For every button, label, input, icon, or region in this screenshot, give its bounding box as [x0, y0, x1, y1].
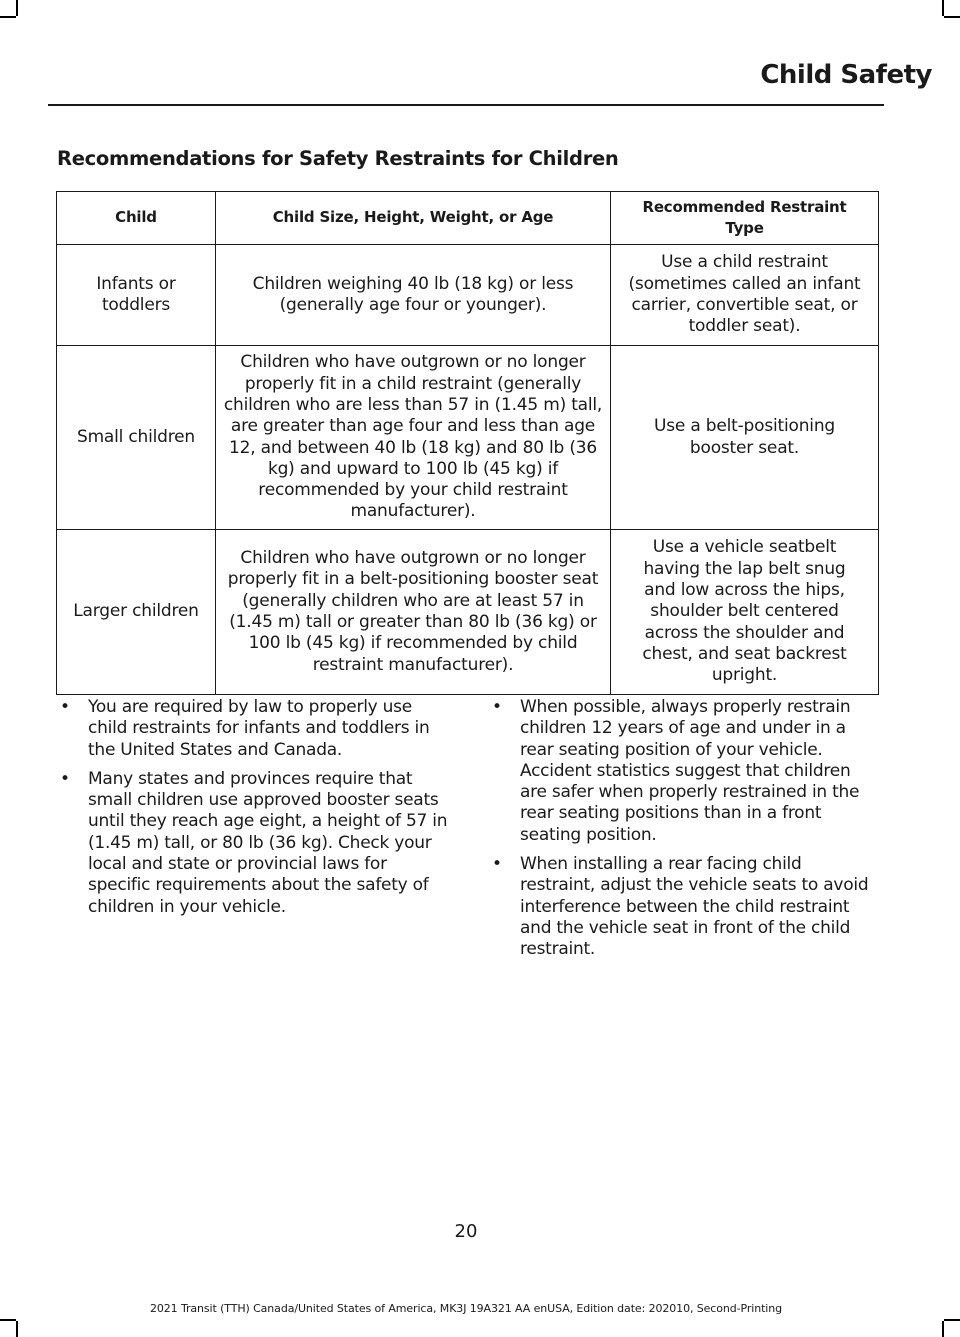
page-header-title: Child Safety [760, 60, 932, 90]
table-row [57, 530, 879, 695]
list-item-text: Many states and provinces require that small children use approved booster seats until they reach age eight, a height of 57 in (1.45 m) tall, or 80 lb (36 kg). Check your local and state or provincial laws for specific requirements about the safety of children in your vehicle. [88, 768, 448, 917]
bullet-marker: • [492, 854, 502, 875]
table-cell-size: Children weighing 40 lb (18 kg) or less (generally age four or younger). [216, 245, 611, 346]
restraint-recommendations-table [56, 191, 879, 695]
table-cell-restraint: Use a child restraint (sometimes called an infant carrier, convertible seat, or toddler seat). [611, 245, 879, 346]
crop-mark-bottom-left [0, 1319, 16, 1321]
footer-edition-info: 2021 Transit (TTH) Canada/United States of America, MK3J 19A321 AA enUSA, Edition date: 202010, Second-Printing [149, 1302, 783, 1315]
table-cell-restraint: Use a vehicle seatbelt having the lap belt snug and low across the hips, shoulder belt centered across the shoulder and chest, and seat backrest upright. [611, 530, 879, 695]
table-row [57, 245, 879, 346]
header-divider [48, 104, 884, 106]
crop-mark-bottom-left [16, 1321, 18, 1337]
table-cell-child: Larger children [57, 530, 216, 695]
table-cell-restraint: Use a belt-positioning booster seat. [611, 346, 879, 530]
crop-mark-bottom-right [942, 1321, 944, 1337]
list-item-text: You are required by law to properly use child restraints for infants and toddlers in the United States and Canada. [88, 697, 430, 760]
list-item [56, 697, 448, 761]
table-cell-size: Children who have outgrown or no longer properly fit in a child restraint (generally children who are less than 57 in (1.45 m) tall, are greater than age four and less than age 12, and between 40 lb (18 kg) and 80 lb (36 kg) and upward to 100 lb (45 kg) if recommended by your child restraint manufacturer). [216, 346, 611, 530]
table-row [57, 346, 879, 530]
column-header-restraint-type: Recommended Restraint Type [611, 192, 879, 245]
list-item [488, 697, 880, 846]
section-title: Recommendations for Safety Restraints for Children [57, 147, 619, 170]
table-cell-size: Children who have outgrown or no longer properly fit in a belt-positioning booster seat (generally children who are at least 57 in (1.45 m) tall or greater than 80 lb (36 kg) or 100 lb (45 kg) if recommended by child restraint manufacturer). [216, 530, 611, 695]
list-item [56, 769, 448, 918]
list-item-text: When possible, always properly restrain children 12 years of age and under in a rear seating position of your vehicle. Accident statistics suggest that children are safer when properly restrained in the rear seating positions than in a front seating position. [520, 697, 860, 845]
crop-mark-top-right [942, 0, 944, 16]
bullet-marker: • [492, 697, 502, 717]
table-cell-child: Infants or toddlers [57, 245, 216, 346]
bullet-list-left [56, 697, 448, 926]
crop-mark-top-left [0, 16, 16, 18]
list-item [488, 854, 880, 960]
bullet-marker: • [60, 768, 70, 789]
bullet-marker: • [60, 697, 70, 717]
crop-mark-top-left [16, 0, 18, 16]
column-header-child: Child [57, 192, 216, 245]
bullet-list-right [488, 697, 880, 969]
list-item-text: When installing a rear facing child restraint, adjust the vehicle seats to avoid interference between the child restraint and the vehicle seat in front of the child restraint. [520, 854, 869, 960]
page-number: 20 [454, 1221, 478, 1242]
column-header-size: Child Size, Height, Weight, or Age [216, 192, 611, 245]
table-cell-child: Small children [57, 346, 216, 530]
table-header-row [57, 192, 879, 245]
crop-mark-top-right [944, 16, 960, 18]
crop-mark-bottom-right [944, 1319, 960, 1321]
